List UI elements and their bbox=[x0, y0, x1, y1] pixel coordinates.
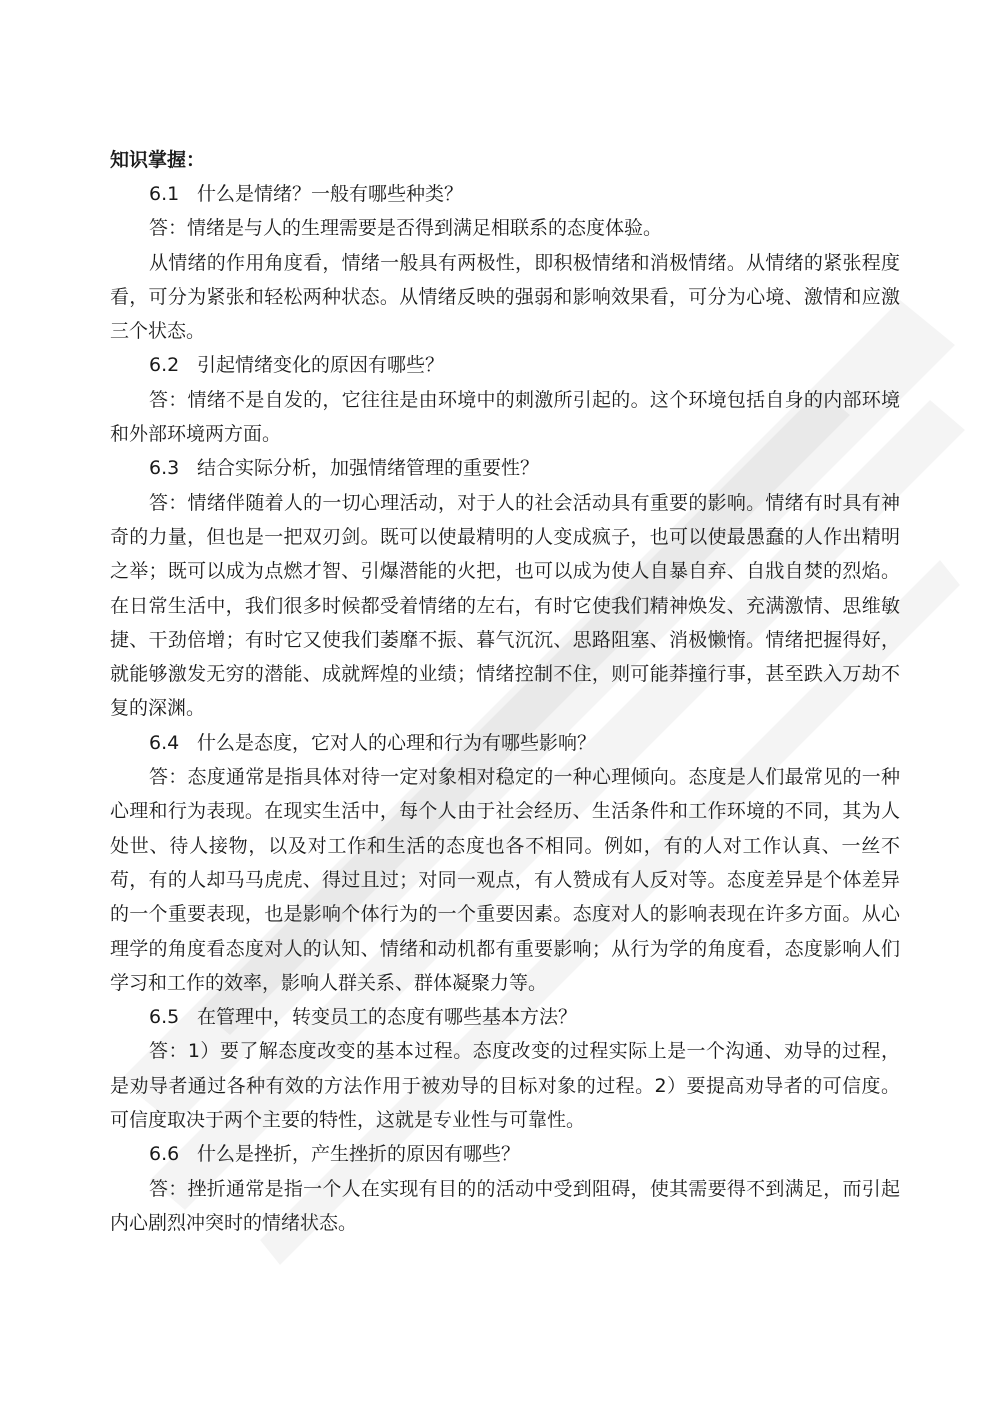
answer-paragraph: 答：情绪不是自发的，它往往是由环境中的刺激所引起的。这个环境包括自身的内部环境和外部环境两方面。 bbox=[110, 388, 900, 446]
question-number: 6.6 bbox=[149, 1143, 180, 1166]
question-number: 6.1 bbox=[149, 183, 180, 205]
question-text: 在管理中，转变员工的态度有哪些基本方法？ bbox=[197, 1006, 578, 1029]
question bbox=[110, 177, 900, 211]
qa-item-6-6 bbox=[110, 1137, 900, 1240]
question bbox=[110, 726, 900, 760]
answer-paragraph: 答：态度通常是指具体对待一定对象相对稳定的一种心理倾向。态度是人们最常见的一种心理和行为表现。在现实生活中，每个人由于社会经历、生活条件和工作环境的不同，其为人处世、待人接物，以及对工作和生活的态度也各不相同。例如，有的人对工作认真、一丝不苟，有的人却马马虎虎、得过且过；对同一观点，有人赞成有人反对等。态度差异是个体差异的一个重要表现，也是影响个体行为的一个重要因素。态度对人的影响表现在许多方面。从心理学的角度看态度对人的认知、情绪和动机都有重要影响；从行为学的角度看，态度影响人们学习和工作的效率，影响人群关系、群体凝聚力等。 bbox=[110, 766, 900, 994]
answer-paragraph: 答：情绪伴随着人的一切心理活动，对于人的社会活动具有重要的影响。情绪有时具有神奇的力量，但也是一把双刃剑。既可以使最精明的人变成疯子，也可以使最愚蠢的人作出精明之举；既可以成为点燃才智、引爆潜能的火把，也可以成为使人自暴自弃、自戕自焚的烈焰。在日常生活中，我们很多时候都受着情绪的左右，有时它使我们精神焕发、充满激情、思维敏捷、干劲倍增；有时它又使我们萎靡不振、暮气沉沉、思路阻塞、消极懒惰。情绪把握得好，就能够激发无穷的潜能、成就辉煌的业绩；情绪控制不住，则可能莽撞行事，甚至跌入万劫不复的深渊。 bbox=[110, 491, 900, 720]
qa-item-6-3 bbox=[110, 451, 900, 725]
qa-item-6-1 bbox=[110, 177, 900, 348]
question-text: 什么是情绪？一般有哪些种类？ bbox=[197, 183, 464, 205]
question-number: 6.4 bbox=[149, 731, 180, 754]
answer-paragraph: 答：挫折通常是指一个人在实现有目的的活动中受到阻碍，使其需要得不到满足，而引起内心剧烈冲突时的情绪状态。 bbox=[110, 1177, 900, 1234]
question-text: 什么是挫折，产生挫折的原因有哪些？ bbox=[197, 1143, 521, 1166]
question-number: 6.5 bbox=[149, 1006, 180, 1029]
qa-item-6-5 bbox=[110, 1000, 900, 1137]
question bbox=[110, 1137, 900, 1171]
question-number: 6.2 bbox=[149, 354, 180, 377]
document-body bbox=[110, 143, 900, 1240]
qa-item-6-4 bbox=[110, 726, 900, 1000]
answer-paragraph: 答：情绪是与人的生理需要是否得到满足相联系的态度体验。 bbox=[149, 217, 663, 240]
answer-paragraph: 答：1）要了解态度改变的基本过程。态度改变的过程实际上是一个沟通、劝导的过程，是劝导者通过各种有效的方法作用于被劝导的目标对象的过程。2）要提高劝导者的可信度。可信度取决于两个主要的特性，这就是专业性与可靠性。 bbox=[110, 1040, 900, 1132]
answer-paragraph: 从情绪的作用角度看，情绪一般具有两极性，即积极情绪和消极情绪。从情绪的紧张程度看，可分为紧张和轻松两种状态。从情绪反映的强弱和影响效果看，可分为心境、激情和应激三个状态。 bbox=[110, 251, 900, 343]
question bbox=[110, 348, 900, 382]
question-text: 结合实际分析，加强情绪管理的重要性？ bbox=[197, 457, 540, 480]
question bbox=[110, 1000, 900, 1034]
question-number: 6.3 bbox=[149, 457, 180, 480]
question bbox=[110, 451, 900, 485]
section-heading: 知识掌握： bbox=[110, 149, 206, 171]
question-text: 什么是态度，它对人的心理和行为有哪些影响？ bbox=[197, 731, 597, 754]
qa-item-6-2 bbox=[110, 348, 900, 451]
question-text: 引起情绪变化的原因有哪些？ bbox=[197, 354, 445, 377]
